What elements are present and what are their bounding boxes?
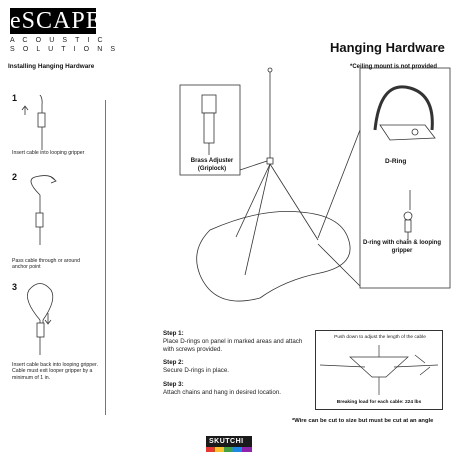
wire-cut-note: *Wire can be cut to size but must be cut at an angle — [292, 418, 434, 424]
instruction-3-text: Attach chains and hang in desired location. — [163, 388, 281, 396]
step-2-caption: Pass cable through or around anchor point — [12, 258, 81, 271]
step-2-number: 2 — [12, 172, 18, 182]
instruction-2-text: Secure D-rings in place. — [163, 367, 230, 375]
logo-tagline-1: A C O U S T I C — [10, 37, 106, 44]
instruction-3-heading: Step 3: — [163, 380, 184, 388]
instruction-2-heading: Step 2: — [163, 359, 184, 367]
hanging-panel-diagram — [170, 60, 460, 310]
step-1-caption: Insert cable into looping gripper — [12, 150, 85, 156]
ceiling-note: *Ceiling mount is not provided — [350, 64, 437, 70]
page-title: Hanging Hardware — [330, 40, 445, 55]
dring-chain-label: D-ring with chain & looping gripper — [363, 240, 441, 254]
instruction-1-text: Place D-rings on panel in marked areas and attach with screws provided. — [163, 337, 303, 353]
panel-divider — [105, 100, 106, 415]
left-panel-title: Installing Hanging Hardware — [8, 63, 95, 70]
step-1-number: 1 — [12, 93, 18, 103]
escape-logo: eSCAPE — [10, 8, 102, 34]
instruction-1-heading: Step 1: — [163, 330, 184, 337]
step-3-number: 3 — [12, 282, 18, 292]
breaking-load-note: Breaking load for each cable: 224 lbs — [336, 400, 422, 405]
cable-installation-illustrations — [15, 95, 95, 395]
step-3-caption: Insert cable back into looping gripper. Cable must exit looper gripper by a minimum of 1 in. — [12, 362, 98, 381]
load-adjust-note: Push down to adjust the length of the cable — [334, 335, 426, 340]
logo-tagline-2: S O L U T I O N S — [10, 46, 119, 53]
dring-label: D-Ring — [385, 158, 407, 165]
skutchi-logo-text: SKUTCHI — [209, 438, 244, 445]
install-instructions — [163, 330, 303, 403]
gripper-detail-diagram — [320, 345, 438, 397]
brass-adjuster-label: Brass Adjuster (Griplock) — [190, 158, 234, 172]
